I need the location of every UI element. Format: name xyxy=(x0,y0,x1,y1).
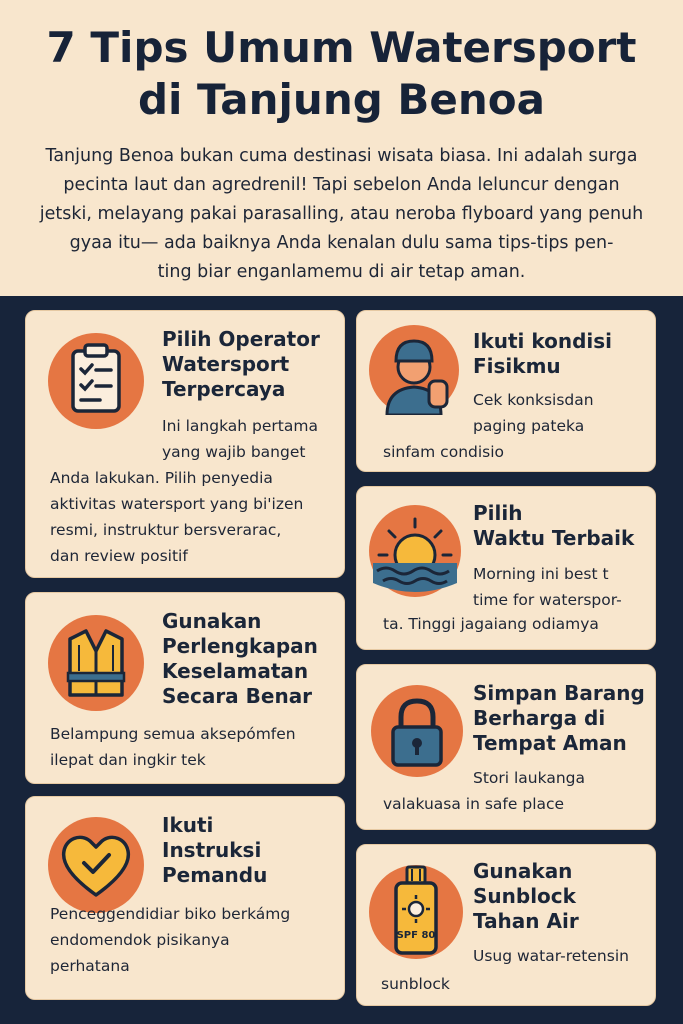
tip-card-valuables xyxy=(356,664,656,830)
tip-card-physical xyxy=(356,310,656,472)
tip-body-continued: Anda lakukan. Pilih penyedia aktivitas watersport yang bi'izen resmi, instruktur bersverarac, dan review positif xyxy=(50,469,304,565)
tip-body: Penceggendidiar biko berkámg endomendok pisikanya perhatana xyxy=(50,905,291,975)
intro-line: gyaa itu— ada baiknya Anda kenalan dulu sama tips-tips pen- xyxy=(69,233,614,253)
tip-body-continued: sunblock xyxy=(381,975,450,993)
tip-title: Gunakan Perlengkapan Keselamatan Secara Benar xyxy=(162,609,318,708)
tip-body: Morning ini best t time for waterspor- xyxy=(473,565,622,609)
intro-line: pecinta laut dan agredrenil! Tapi sebelon Anda leluncur dengan xyxy=(63,175,620,195)
tip-title: Ikuti Instruksi Pemandu xyxy=(162,813,268,887)
lock-icon xyxy=(371,685,463,777)
tip-title: Pilih Waktu Terbaik xyxy=(473,501,635,550)
tip-title: Simpan Barang Berharga di Tempat Aman xyxy=(473,681,645,755)
tip-body: Ini langkah pertama yang wajib banget xyxy=(162,417,318,461)
tip-card-guide xyxy=(25,796,345,1000)
page-title xyxy=(0,22,683,126)
sunblock-icon xyxy=(369,865,463,959)
intro-line: ting biar enganlamemu di air tetap aman. xyxy=(157,262,526,282)
tip-title: Ikuti kondisi Fisikmu xyxy=(473,329,613,378)
tip-body-continued: valakuasa in safe place xyxy=(383,795,565,813)
heart-check-icon xyxy=(48,817,144,913)
tip-card-sunblock xyxy=(356,844,656,1006)
tip-body: Usug watar-retensin xyxy=(473,947,629,965)
tip-body: Belampung semua aksepómfen ilepat dan ingkir tek xyxy=(50,725,296,769)
intro-line: Tanjung Benoa bukan cuma destinasi wisata biasa. Ini adalah surga xyxy=(45,146,638,166)
intro-text xyxy=(38,142,645,287)
tip-title: Pilih Operator Watersport Terpercaya xyxy=(162,327,320,401)
life-vest-icon xyxy=(48,615,144,711)
tip-body-continued: sinfam condisio xyxy=(383,443,505,461)
tip-card-operator xyxy=(25,310,345,578)
tip-title: Gunakan Sunblock Tahan Air xyxy=(473,859,579,933)
tip-body: Cek konksisdan paging pateka xyxy=(473,391,594,435)
title-line: 7 Tips Umum Watersport xyxy=(46,23,637,72)
header xyxy=(0,0,683,296)
title-line: di Tanjung Benoa xyxy=(137,75,546,124)
person-icon xyxy=(369,325,459,415)
tip-body-continued: ta. Tinggi jagaiang odiamya xyxy=(383,615,599,633)
tip-card-time xyxy=(356,486,656,650)
intro-line: jetski, melayang pakai parasalling, atau neroba flyboard yang penuh xyxy=(39,204,644,224)
clipboard-icon xyxy=(48,333,144,429)
tip-card-equipment xyxy=(25,592,345,784)
sunset-icon xyxy=(369,505,461,597)
spf-label: SPF 80 xyxy=(396,930,436,941)
tip-body: Stori laukanga xyxy=(473,769,585,787)
